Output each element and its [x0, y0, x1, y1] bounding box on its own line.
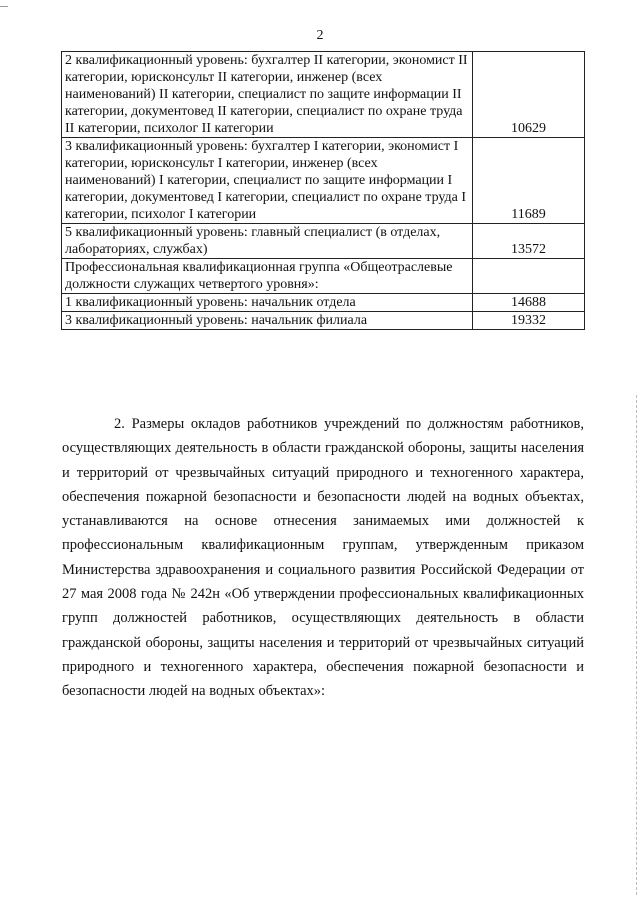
group-heading: Профессиональная квалификационная группа «Общеотраслевые должности служащих четвертого уровня»: [62, 259, 473, 294]
salary-amount: 13572 [473, 224, 585, 259]
salary-amount: 10629 [473, 52, 585, 138]
scan-edge-line [636, 395, 638, 895]
table-row [62, 259, 585, 294]
salary-amount: 19332 [473, 312, 585, 330]
table-row [62, 312, 585, 330]
salary-amount: 14688 [473, 294, 585, 312]
scan-edge-mark [0, 0, 8, 7]
salary-amount: 11689 [473, 138, 585, 224]
body-paragraph: 2. Размеры окладов работников учреждений по должностям работников, осуществляющих деятельность в области гражданской обороны, защиты населения и территорий от чрезвычайных ситуаций природного и техногенного характера, обеспечения пожарной безопасности и безопасности людей на водных объектах, устанавливаются на основе отнесения занимаемых ими должностей к профессиональным квалификационным группам, утвержденным приказом Министерства здравоохранения и социального развития Российской Федерации от 27 мая 2008 года № 242н «Об утверждении профессиональных квалификационных групп должностей работников, осуществляющих деятельность в области гражданской обороны, защиты населения и территорий от чрезвычайных ситуаций природного и техногенного характера, обеспечения пожарной безопасности и безопасности людей на водных объектах»: [62, 416, 584, 700]
table-row [62, 52, 585, 138]
position-description: 3 квалификационный уровень: бухгалтер I категории, экономист I категории, юрисконсульт I категории, инженер (всех наименований) I категории, специалист по защите информации I категории, документовед I категории, специалист по охране труда I категории, психолог I категории [62, 138, 473, 224]
table-row [62, 138, 585, 224]
table-row [62, 294, 585, 312]
table-row [62, 224, 585, 259]
position-description: 2 квалификационный уровень: бухгалтер II категории, экономист II категории, юрисконсульт II категории, инженер (всех наименований) II категории, специалист по защите информации II категории, документовед II категории, специалист по охране труда II категории, психолог II категории [62, 52, 473, 138]
salary-table [61, 51, 585, 330]
position-description: 3 квалификационный уровень: начальник филиала [62, 312, 473, 330]
salary-amount-empty [473, 259, 585, 294]
position-description: 1 квалификационный уровень: начальник отдела [62, 294, 473, 312]
position-description: 5 квалификационный уровень: главный специалист (в отделах, лабораториях, службах) [62, 224, 473, 259]
page-number: 2 [316, 28, 324, 43]
